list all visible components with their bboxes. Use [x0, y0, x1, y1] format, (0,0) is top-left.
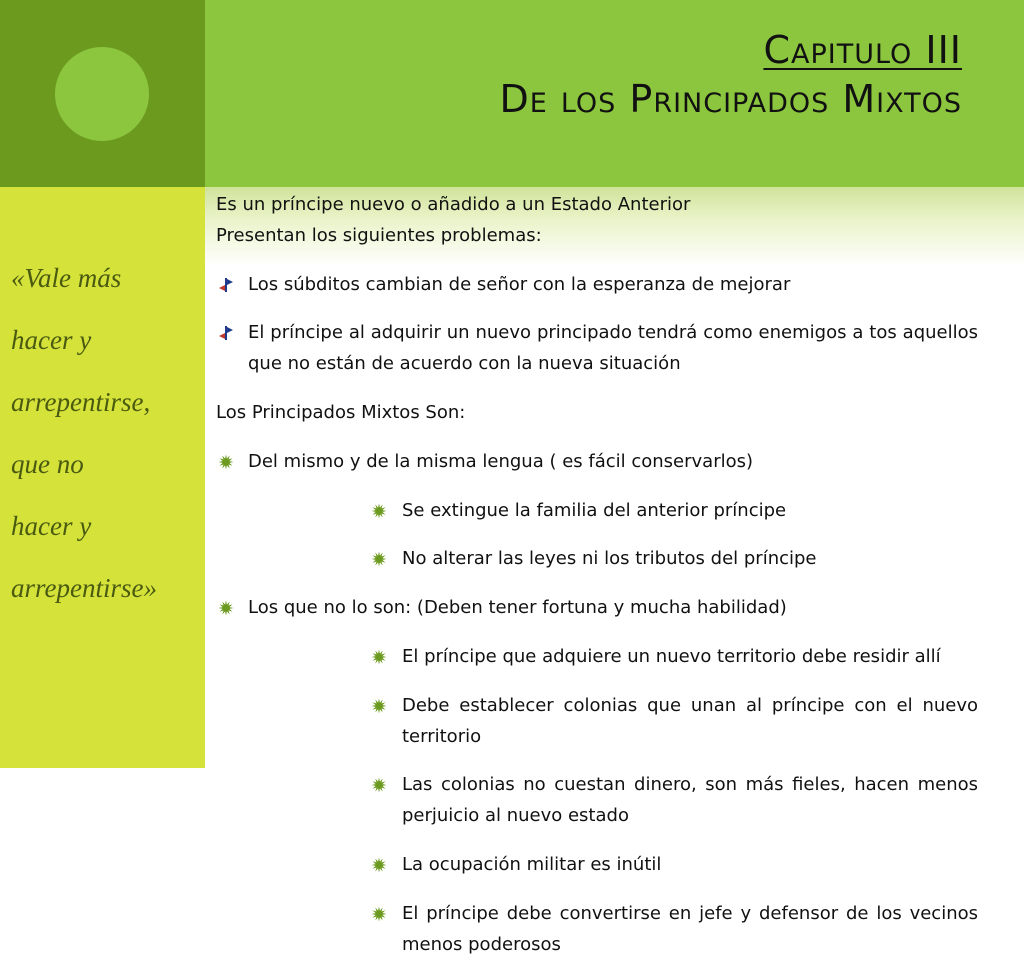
starburst-bullet-icon — [218, 447, 234, 477]
content-paragraph: Presentan los siguientes problemas: — [216, 224, 542, 246]
title-bar — [205, 0, 1024, 187]
starburst-bullet-icon — [371, 770, 387, 800]
bullet-text: Del mismo y de la misma lengua ( es fácil conservarlos) — [248, 450, 754, 472]
starburst-bullet-icon — [371, 642, 387, 672]
sub-bullet-item — [216, 642, 978, 673]
slide-title — [499, 26, 962, 124]
quote-text — [11, 247, 201, 619]
bullet-text: El príncipe debe convertirse en jefe y defensor de los vecinos menos poderosos — [402, 902, 978, 955]
bullet-item — [216, 593, 978, 624]
bullet-item — [216, 270, 978, 301]
bullet-text: Las colonias no cuestan dinero, son más fieles, hacen menos perjuicio al nuevo estado — [402, 774, 978, 827]
decorative-circle — [55, 47, 149, 141]
bullet-item — [216, 447, 978, 478]
quote-line: «Vale más — [11, 263, 122, 293]
starburst-bullet-icon — [371, 496, 387, 526]
bullet-text: Los que no lo son: (Deben tener fortuna y mucha habilidad) — [248, 597, 787, 619]
bullet-text: El príncipe que adquiere un nuevo territorio debe residir allí — [402, 645, 941, 667]
quote-line: que no — [11, 449, 84, 479]
sub-bullet-item — [216, 691, 978, 753]
starburst-bullet-icon — [371, 850, 387, 880]
corner-block — [0, 0, 205, 187]
content-paragraph: Es un príncipe nuevo o añadido a un Estado Anterior — [216, 194, 691, 215]
quote-line: hacer y — [11, 511, 92, 541]
bullet-text: Debe establecer colonias que unan al príncipe con el nuevo territorio — [402, 694, 978, 747]
bullet-text: Los súbditos cambian de señor con la esperanza de mejorar — [248, 273, 791, 295]
slide-content — [216, 190, 978, 978]
title-line-2: De los Principados Mixtos — [499, 77, 962, 121]
starburst-bullet-icon — [218, 593, 234, 623]
bullet-text: El príncipe al adquirir un nuevo principado tendrá como enemigos a tos aquellos que no están de acuerdo con la nueva situación — [248, 322, 978, 375]
sub-bullet-item — [216, 496, 978, 527]
quote-line: arrepentirse, — [11, 387, 151, 417]
sub-bullet-item — [216, 899, 978, 961]
sub-bullet-item — [216, 544, 978, 575]
flag-bullet-icon — [218, 318, 234, 348]
bullet-text: No alterar las leyes ni los tributos del príncipe — [402, 548, 817, 570]
sub-bullet-item — [216, 850, 978, 881]
bullet-text: Se extingue la familia del anterior príncipe — [402, 499, 787, 521]
starburst-bullet-icon — [371, 544, 387, 574]
quote-line: arrepentirse» — [11, 573, 157, 603]
quote-panel — [0, 187, 205, 768]
bullet-text: La ocupación militar es inútil — [402, 853, 662, 875]
flag-bullet-icon — [218, 270, 234, 300]
bullet-item — [216, 318, 978, 380]
title-line-1: Capitulo III — [763, 28, 962, 72]
starburst-bullet-icon — [371, 691, 387, 721]
sub-bullet-item — [216, 770, 978, 832]
quote-line: hacer y — [11, 325, 92, 355]
starburst-bullet-icon — [371, 899, 387, 929]
content-paragraph: Los Principados Mixtos Son: — [216, 401, 466, 423]
